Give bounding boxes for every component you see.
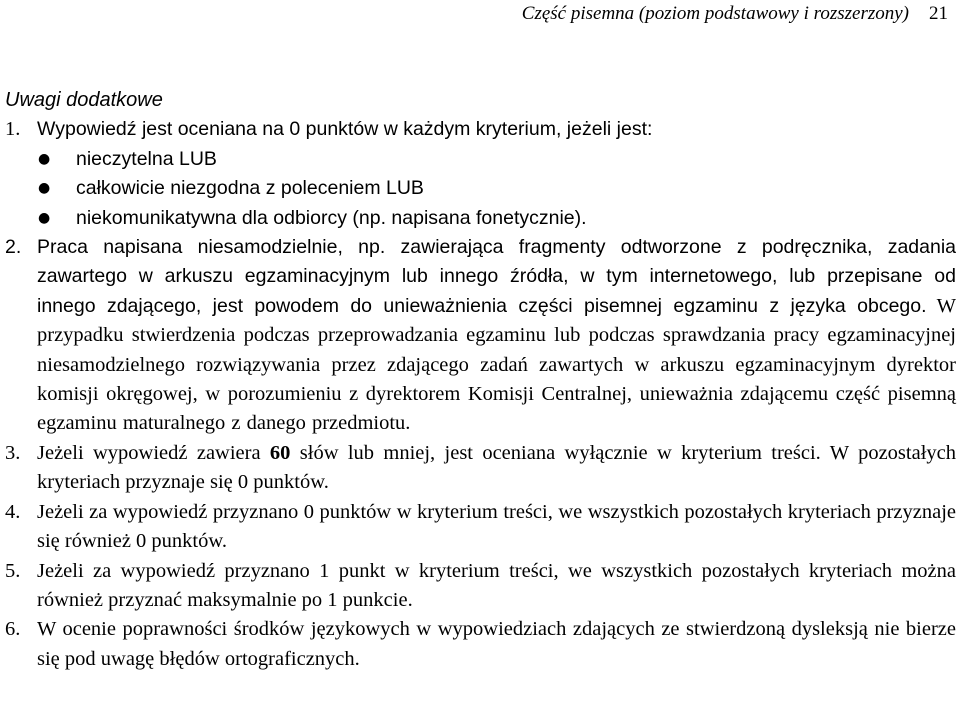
bullet-item: ● niekomunikatywna dla odbiorcy (np. napisana fonetycznie). (5, 204, 956, 233)
bullet-icon: ● (38, 150, 51, 167)
bullet-icon: ● (38, 180, 51, 197)
document-body (5, 86, 956, 674)
item-number: 2. (5, 236, 22, 259)
item-text: Praca napisana niesamodzielnie, np. zawierająca fragmenty odtworzone z podręcznika, zadania zawartego w arkuszu egzaminacyjnym lub innego źródła, w tym internetowego, lub przepisane od innego zdającego, jest powodem do unieważnienia części pisemnej egzaminu z języka obcego. (37, 236, 956, 317)
item-text: Wypowiedź jest oceniana na 0 punktów w każdym kryterium, jeżeli jest: (37, 118, 653, 141)
item-number: 6. (5, 618, 21, 641)
bullet-item: ● całkowicie niezgodna z poleceniem LUB (5, 174, 956, 203)
item-number: 4. (5, 500, 21, 523)
bullet-list (5, 145, 956, 233)
section-title: Uwagi dodatkowe (5, 89, 163, 111)
list-item-1 (5, 115, 956, 144)
page-header (522, 3, 948, 25)
running-title: Część pisemna (poziom podstawowy i rozszerzony) (521, 3, 909, 24)
word-count-threshold: 60 (269, 441, 291, 464)
list-item-4 (5, 498, 956, 557)
list-item-3 (5, 439, 956, 498)
item-number: 1. (5, 118, 21, 141)
bullet-icon: ● (38, 209, 51, 226)
bullet-item: ● nieczytelna LUB (5, 145, 956, 174)
list-item-2 (5, 233, 956, 439)
item-text: Jeżeli wypowiedź zawiera (37, 441, 261, 464)
item-text-continued: słów lub mniej, jest oceniana wyłącznie w kryterium treści. W pozostałych kryteriach przyznaje się 0 punktów. (37, 441, 956, 494)
page-number: 21 (929, 3, 948, 24)
item-number: 5. (5, 559, 21, 582)
item-text: W ocenie poprawności środków językowych w wypowiedziach zdających ze stwierdzoną dysleksją nie bierze się pod uwagę błędów ortograficznych. (37, 618, 956, 670)
item-text: Jeżeli za wypowiedź przyznano 0 punktów w kryterium treści, we wszystkich pozostałych kryteriach przyznaje się również 0 punktów. (37, 500, 956, 553)
list-item-5 (5, 557, 956, 616)
list-item-6 (5, 615, 956, 674)
item-text-continued: W przypadku stwierdzenia podczas przeprowadzania egzaminu lub podczas sprawdzania pracy egzaminacyjnej niesamodzielnego rozwiązywania przez zdającego zadań zawartych w arkuszu egzaminacyjnym dyrektor komisji okręgowej, w porozumieniu z dyrektorem Komisji Centralnej, unieważnia zdającemu część pisemną egzaminu maturalnego z danego przedmiotu. (37, 294, 957, 435)
item-text: Jeżeli za wypowiedź przyznano 1 punkt w kryterium treści, we wszystkich pozostałych kryteriach można również przyznać maksymalnie po 1 punkcie. (37, 559, 956, 611)
item-number: 3. (5, 441, 21, 464)
